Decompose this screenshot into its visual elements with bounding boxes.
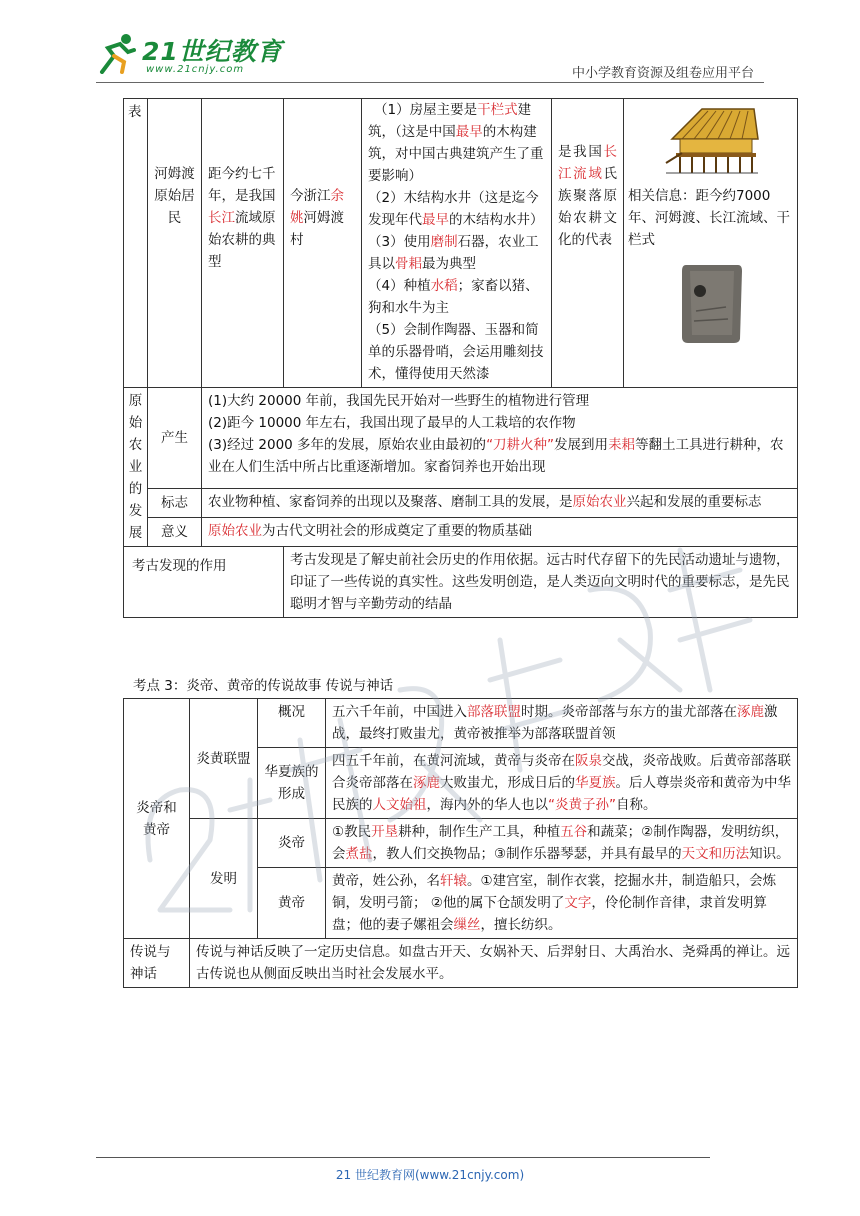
logo-url: www.21cnjy.com (146, 64, 245, 75)
place-highlight: 余姚 (290, 188, 344, 226)
table-row (124, 939, 798, 988)
huangdi-label: 黄帝 (258, 868, 326, 939)
related-info: 相关信息：距今约7000年、河姆渡、长江流域、干栏式 (628, 188, 790, 248)
hemudu-images (624, 99, 798, 388)
alliance-label: 炎黄联盟 (190, 699, 258, 819)
runner-logo-icon (96, 32, 138, 74)
overview-content: 五六千年前，中国进入部落联盟时期。炎帝部落与东方的蚩尤部落在涿鹿激战，最终打败蚩尤，黄帝被推举为部落联盟首领 (326, 699, 798, 748)
table-row (124, 517, 798, 546)
place-text: 河姆渡村 (290, 210, 344, 248)
time-text: 距今约七千年，是我国 (208, 166, 276, 204)
row-category-cell (124, 99, 148, 388)
table-row (124, 699, 798, 748)
origin-item: (3)经过 2000 多年的发展，原始农业由最初的“刀耕火种”发展到用耒耜等翻土工具进行耕种，农业在人们生活中所占比重逐渐增加。家畜饲养也开始出现 (208, 437, 784, 475)
legend-label: 传说与神话 (124, 939, 190, 988)
feature-item: （1）房屋主要是干栏式建筑，（这是中国最早的木构建筑，对中国古典建筑产生了重要影响） (368, 102, 544, 184)
archaeology-label: 考古发现的作用 (124, 547, 284, 618)
yanhuang-label: 炎帝和黄帝 (124, 699, 190, 939)
meaning-content: 原始农业为古代文明社会的形成奠定了重要的物质基础 (202, 517, 798, 546)
yandi-label: 炎帝 (258, 819, 326, 868)
huaxia-label: 华夏族的形成 (258, 748, 326, 819)
header-divider (96, 82, 764, 83)
hemudu-features (362, 99, 552, 388)
overview-label: 概况 (258, 699, 326, 748)
hemudu-name-text: 河姆渡原始居民 (154, 166, 195, 226)
huaxia-content: 四五千年前，在黄河流域，黄帝与炎帝在阪泉交战，炎帝战败。后黄帝部落联合炎帝部落在涿鹿大败蚩尤，形成日后的华夏族。后人尊崇炎帝和黄帝为中华民族的人文始祖，海内外的华人也以“炎黄子孙”自称。 (326, 748, 798, 819)
content-table-2 (123, 698, 798, 988)
logo-text: 21世纪教育 (142, 37, 283, 66)
origin-item: (1)大约 20000 年前，我国先民开始对一些野生的植物进行管理 (208, 393, 590, 409)
stilt-house-image (662, 105, 760, 177)
agriculture-label: 原始农业的发展 (124, 388, 148, 547)
table-row (124, 547, 798, 618)
meaning-label: 意义 (148, 517, 202, 546)
hemudu-time (202, 99, 284, 388)
content-table-1 (123, 98, 798, 618)
hemudu-name (148, 99, 202, 388)
hemudu-place (284, 99, 362, 388)
bone-tool-image (676, 261, 746, 345)
archaeology-content: 考古发现是了解史前社会历史的作用依据。远古时代存留下的先民活动遗址与遗物，印证了一些传说的真实性。这些发明创造，是人类迈向文明时代的重要标志，是先民聪明才智与辛勤劳动的结晶 (284, 547, 798, 618)
table-row (124, 488, 798, 517)
table-row (124, 99, 798, 388)
kaodian-3-title: 考点 3：炎帝、黄帝的传说故事 传说与神话 (133, 678, 394, 694)
row-category-label: 表 (128, 104, 142, 120)
legend-content: 传说与神话反映了一定历史信息。如盘古开天、女娲补天、后羿射日、大禹治水、尧舜禹的禅让。远古传说也从侧面反映出当时社会发展水平。 (190, 939, 798, 988)
footer-divider (96, 1157, 710, 1158)
invention-label: 发明 (190, 819, 258, 939)
huangdi-content: 黄帝，姓公孙，名轩辕。①建宫室，制作衣裳，挖掘水井，制造船只，会炼铜，发明弓箭； ②他的属下仓颉发明了文字，伶伦制作音律，隶首发明算盘；他的妻子嫘祖会缫丝，擅长纺织。 (326, 868, 798, 939)
mark-label: 标志 (148, 488, 202, 517)
table-row (124, 388, 798, 489)
yandi-content: ①教民开垦耕种，制作生产工具，种植五谷和蔬菜；②制作陶器，发明纺织，会煮盐，教人们交换物品；③制作乐器琴瑟，并具有最早的天文和历法知识。 (326, 819, 798, 868)
feature-item: （3）使用磨制石器，农业工具以骨耜最为典型 (368, 234, 539, 272)
mark-content: 农业物种植、家畜饲养的出现以及聚落、磨制工具的发展，是原始农业兴起和发展的重要标志 (202, 488, 798, 517)
site-logo (96, 30, 296, 80)
origin-item: (2)距今 10000 年左右，我国出现了最早的人工栽培的农作物 (208, 415, 576, 431)
hemudu-significance: 是我国长江流域氏族聚落原始农耕文化的代表 (552, 99, 624, 388)
feature-item: （5）会制作陶器、玉器和简单的乐器骨哨，会运用雕刻技术，懂得使用天然漆 (368, 322, 544, 382)
origin-content (202, 388, 798, 489)
time-highlight: 长江 (208, 210, 235, 226)
feature-item: （4）种植水稻；家畜以猪、狗和水牛为主 (368, 278, 539, 316)
time-text: 流域原始农耕的典型 (208, 210, 276, 270)
place-text: 今浙江 (290, 188, 331, 204)
platform-name: 中小学教育资源及组卷应用平台 (571, 66, 754, 81)
table-row (124, 819, 798, 868)
origin-label: 产生 (148, 388, 202, 489)
feature-item: （2）木结构水井（这是迄今发现年代最早的木结构水井） (368, 190, 544, 228)
footer-site: 21 世纪教育网(www.21cnjy.com) (335, 1168, 525, 1182)
